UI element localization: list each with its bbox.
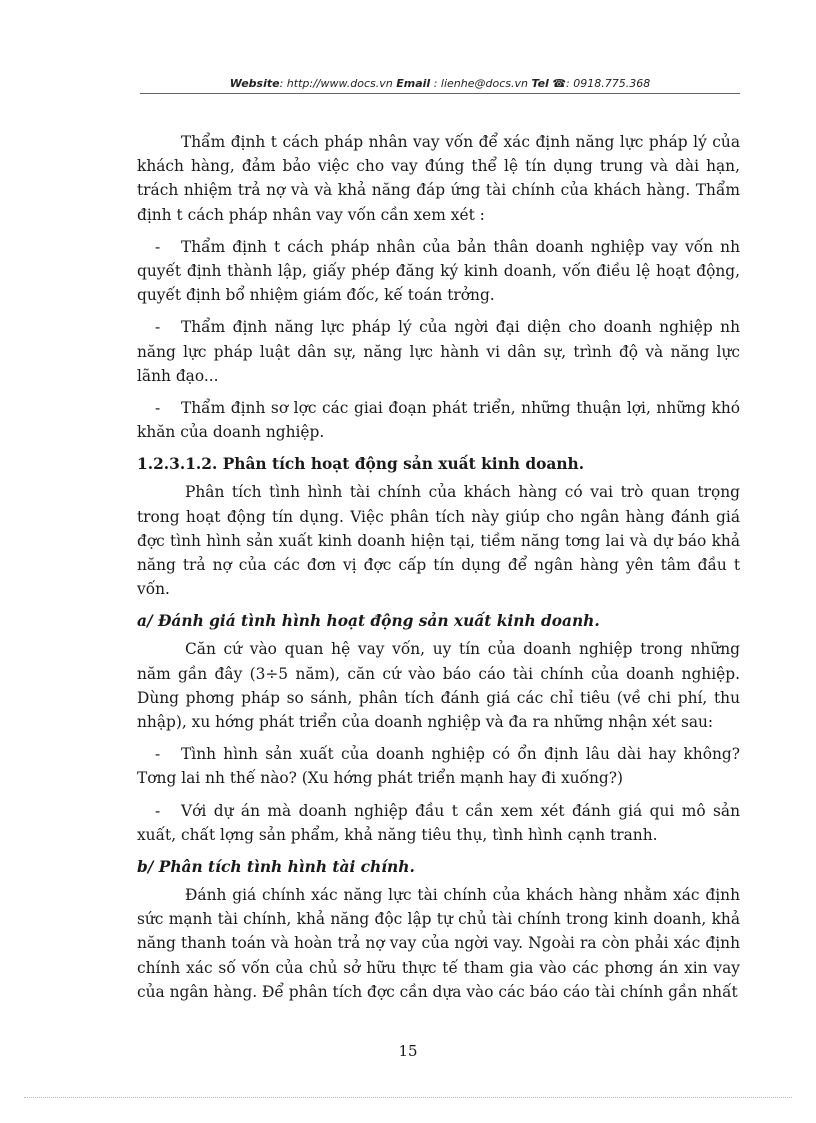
email-value: : lienhe@docs.vn xyxy=(433,77,528,90)
subsection-heading-a: a/ Đánh giá tình hình hoạt động sản xuất kinh doanh. xyxy=(137,612,600,631)
header-divider xyxy=(140,93,740,94)
footer-divider xyxy=(24,1097,792,1098)
page-number: 15 xyxy=(398,1042,418,1060)
bullet-dash: - xyxy=(155,237,161,256)
paragraph-3: Căn cứ vào quan hệ vay vốn, uy tín của doanh nghiệp trong những năm gần đây (3÷5 năm), căn cứ vào báo cáo tài chính của doanh nghiệp. Dùng phơng pháp so sánh, phân tích đánh giá các chỉ tiêu (về chi phí, thu nhập), xu hớng phát triển của doanh nghiệp và đa ra những nhận xét sau: xyxy=(137,640,740,732)
paragraph-4: Đánh giá chính xác năng lực tài chính của khách hàng nhằm xác định sức mạnh tài chính, khả năng độc lập tự chủ tài chính trong kinh doanh, khả năng thanh toán và hoàn trả nợ vay của ngời vay. Ngoài ra còn phải xác định chính xác số vốn của chủ sở hữu thực tế tham gia vào các phơng án xin vay của ngân hàng. Để phân tích đợc cần dựa vào các báo cáo tài chính gần nhất xyxy=(137,886,740,1001)
paragraph-2: Phân tích tình hình tài chính của khách hàng có vai trò quan trọng trong hoạt động tín dụng. Việc phân tích này giúp cho ngân hàng đánh giá đợc tình hình sản xuất kinh doanh hiện tại, tiềm năng tơng lai và dự báo khả năng trả nợ của các đơn vị đợc cấp tín dụng để ngân hàng yên tâm đầu t vốn. xyxy=(137,483,740,599)
subsection-heading-b: b/ Phân tích tình hình tài chính. xyxy=(137,858,415,877)
list-item xyxy=(137,396,740,444)
website-value: : http://www.docs.vn xyxy=(279,77,393,90)
website-label: Website xyxy=(229,77,280,90)
paragraph-1: Thẩm định t cách pháp nhân vay vốn để xác định năng lực pháp lý của khách hàng, đảm bảo việc cho vay đúng thể lệ tín dụng trung và dài hạn, trách nhiệm trả nợ và và khả năng đáp ứng tài chính của khách hàng. Thẩm định t cách pháp nhân vay vốn cần xem xét : xyxy=(137,133,740,224)
list-item-text: Thẩm định sơ lợc các giai đoạn phát triển, những thuận lợi, những khó khăn của doanh nghiệp. xyxy=(137,399,740,442)
list-item xyxy=(137,799,740,847)
bullet-dash: - xyxy=(155,801,161,820)
phone-icon: ☎ xyxy=(552,77,567,90)
bullet-dash: - xyxy=(155,745,161,764)
tel-value: : 0918.775.368 xyxy=(566,77,651,90)
section-heading: 1.2.3.1.2. Phân tích hoạt động sản xuất kinh doanh. xyxy=(137,455,585,474)
list-item-text: Tình hình sản xuất của doanh nghiệp có ổn định lâu dài hay không? Tơng lai nh thế nào? (Xu hớng phát triển mạnh hay đi xuống?) xyxy=(137,745,740,788)
list-item xyxy=(137,315,740,388)
tel-label: Tel xyxy=(531,77,549,90)
list-item-text: Với dự án mà doanh nghiệp đầu t cần xem xét đánh giá qui mô sản xuất, chất lợng sản phẩm, khả năng tiêu thụ, tình hình cạnh tranh. xyxy=(137,801,740,844)
list-item-text: Thẩm định năng lực pháp lý của ngời đại diện cho doanh nghiệp nh năng lực pháp luật dân sự, năng lực hành vi dân sự, trình độ và năng lực lãnh đạo... xyxy=(137,318,740,385)
email-label: Email xyxy=(396,77,431,90)
list-item xyxy=(137,742,740,790)
document-body xyxy=(137,130,740,1012)
bullet-dash: - xyxy=(155,399,161,418)
page-header xyxy=(140,77,740,90)
list-item xyxy=(137,235,740,308)
list-item-text: Thẩm định t cách pháp nhân của bản thân doanh nghiệp vay vốn nh quyết định thành lập, giấy phép đăng ký kinh doanh, vốn điều lệ hoạt động, quyết định bổ nhiệm giám đốc, kế toán trởng. xyxy=(137,237,740,305)
bullet-dash: - xyxy=(155,318,161,337)
